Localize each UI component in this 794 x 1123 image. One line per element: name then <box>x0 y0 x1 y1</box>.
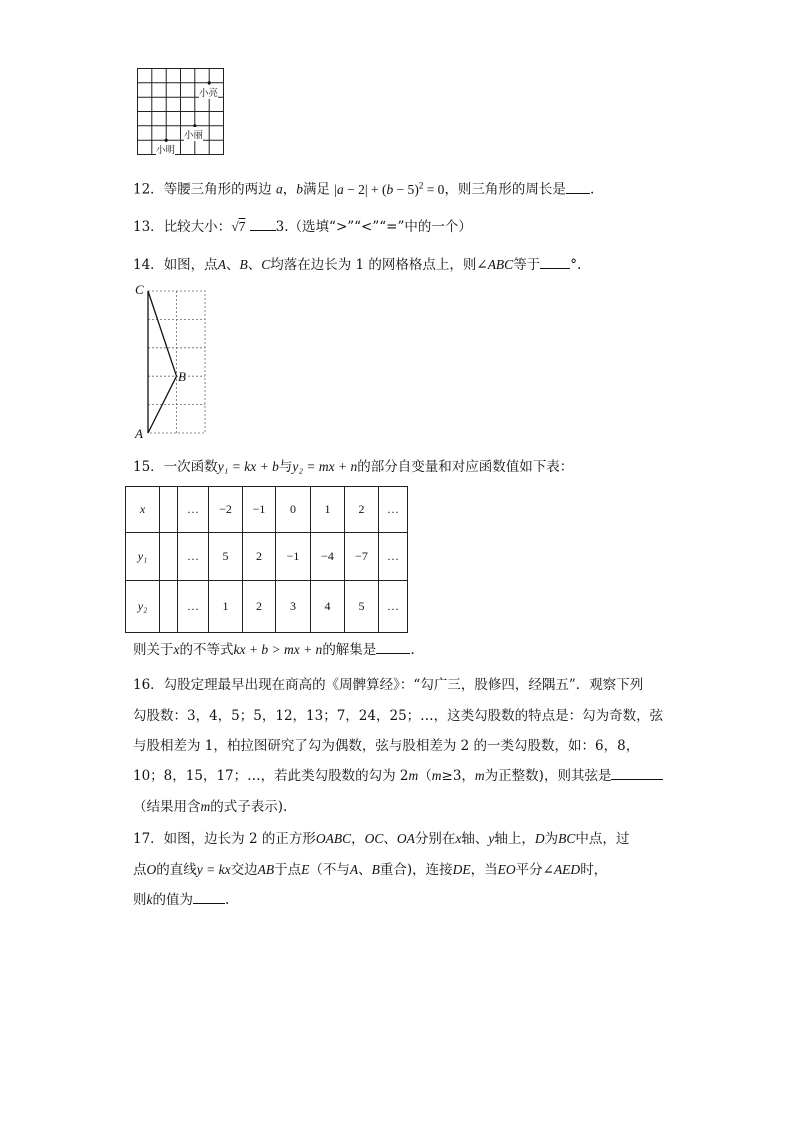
question-16-line-2: 勾股数：3，4，5；5，12，13；7，24，25；…，这类勾股数的特点是：勾为奇数，弦 <box>133 708 664 724</box>
question-16-line-3: 与股相差为 1，柏拉图研究了勾为偶数，弦与股相差为 2 的一类勾股数，如：6，8， <box>133 738 640 754</box>
answer-blank-q16 <box>611 767 663 780</box>
formula-q12: $|a - 2| + (b - 5)^2 = 0$ <box>334 180 445 197</box>
label-xiaoliang: 小亮 <box>199 85 218 99</box>
answer-blank-q14 <box>540 256 570 269</box>
function-value-table <box>125 486 408 633</box>
question-16-line-1: 16．勾股定理最早出现在商高的《周髀算经》：“勾广三，股修四，经隅五”．观察下列 <box>133 677 644 693</box>
grid-figure-q11 <box>137 68 225 156</box>
answer-blank-q15 <box>376 641 410 654</box>
point-xiaoliang <box>208 81 211 84</box>
grid-figure-q14 <box>140 285 212 440</box>
answer-blank-q17 <box>193 891 225 904</box>
label-xiaoli: 小丽 <box>184 127 203 141</box>
question-17-line-3: 则k的值为 . <box>133 892 230 908</box>
question-16-line-5: （结果用含m的式子表示). <box>133 799 288 815</box>
answer-blank-q13 <box>250 218 276 231</box>
answer-blank-q12 <box>566 181 590 194</box>
label-point-a: A <box>135 426 143 441</box>
triangle-abc <box>148 291 177 433</box>
question-15: 15．一次函数y₁ = kx + b与y₂ = mx + n的部分自变量和对应函数值如下表： <box>133 459 574 475</box>
label-xiaoming: 小明 <box>156 142 175 156</box>
table-row: y₂ … 1 2 3 4 5 … <box>126 581 408 633</box>
question-16-line-4: 10；8，15，17；…，若此类勾股数的勾为 2m（m≥3，m为正整数)，则其弦是 <box>133 767 663 785</box>
table-row: x … −2 −1 0 1 2 … <box>126 487 408 533</box>
table-row: y₁ … 5 2 −1 −4 −7 … <box>126 533 408 581</box>
question-17-line-2: 点O的直线y = kx交边AB于点E（不与A、B重合)，连接DE，当EO平分∠AED时， <box>133 862 608 878</box>
label-point-c: C <box>135 282 144 297</box>
question-17-line-1: 17．如图，边长为 2 的正方形OABC，OC、OA分别在x轴、y轴上，D为BC中点，过 <box>133 831 630 847</box>
question-14: 14．如图，点A、B、C均落在边长为 1 的网格格点上，则∠ABC等于 °. <box>133 257 582 273</box>
label-point-b: B <box>178 369 186 384</box>
question-13: 13．比较大小：√7 3.（选填“>”“<”“=”中的一个） <box>133 219 472 235</box>
question-15-inequality: 则关于x的不等式kx + b > mx + n的解集是 . <box>133 642 415 658</box>
question-12: 12．等腰三角形的两边 a，b满足 $|a - 2| + (b - 5)^2 = 0$，则三角形的周长是 . <box>133 180 595 198</box>
